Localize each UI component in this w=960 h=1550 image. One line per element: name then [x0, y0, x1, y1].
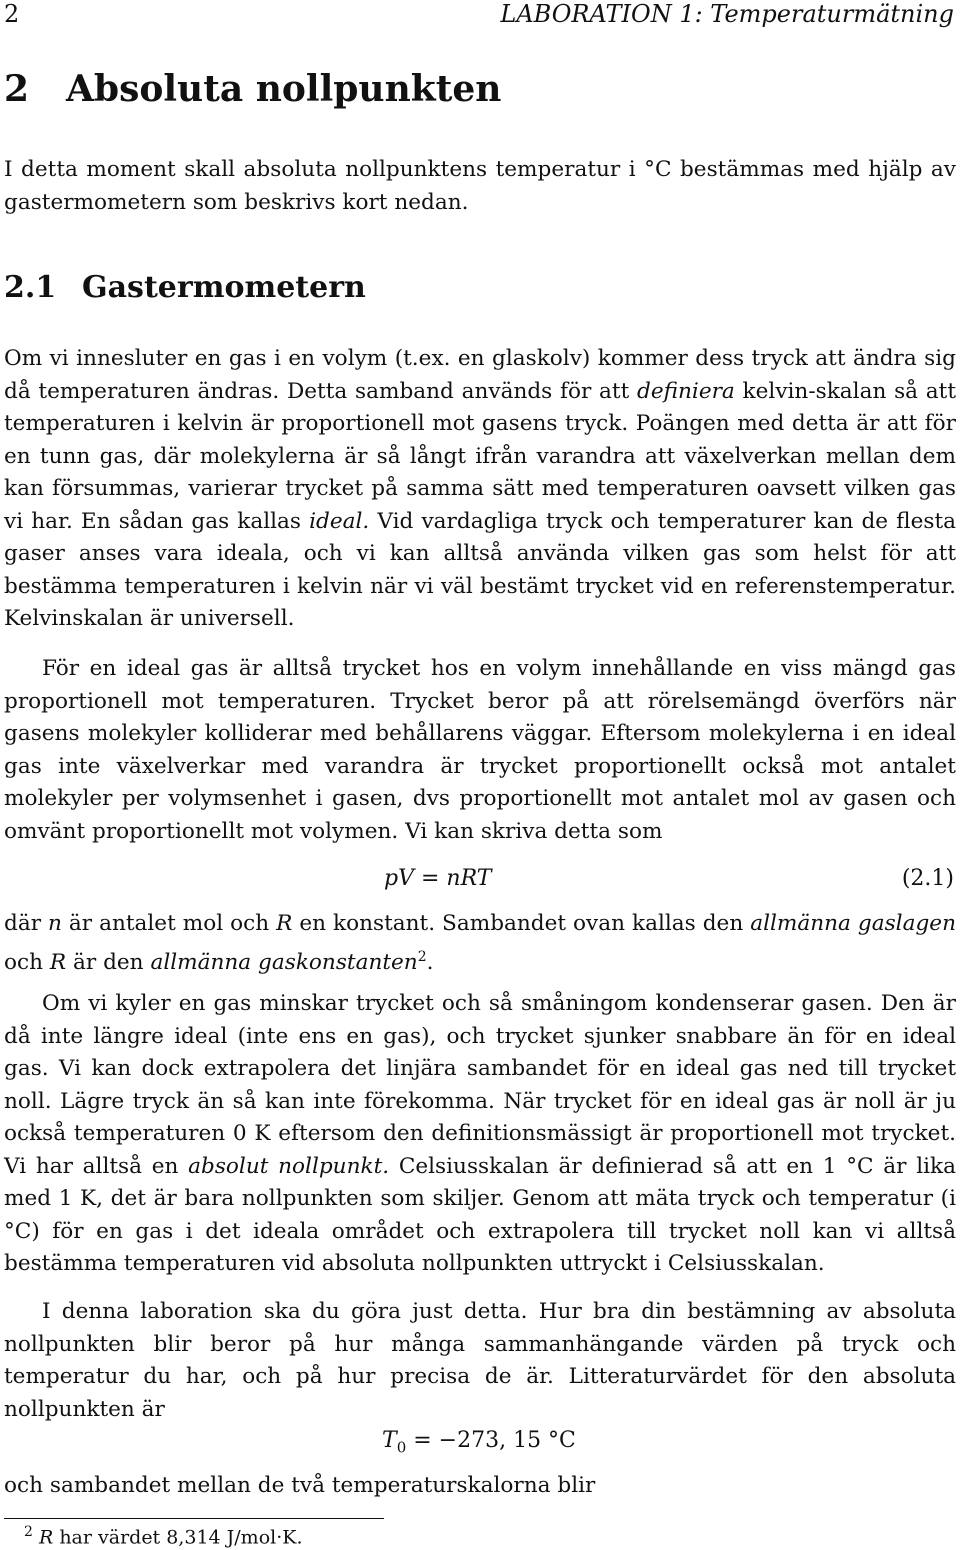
footnote-marker: 2: [417, 948, 427, 965]
emphasis-definiera: definiera: [637, 378, 735, 404]
section-number: 2: [4, 68, 30, 110]
body-paragraph-4: Om vi kyler en gas minskar trycket och så småningom kondenserar gasen. Den är då inte längre ideal (inte ens en gas), och trycket sjunker snabbare än för en ideal gas. Vi kan dock extrapolera det linjära sambandet för en ideal gas ned till trycket noll. Lägre tryck än så kan inte förekomma. När trycket för en ideal gas är noll är ju också temperaturen 0 K eftersom den definitionsmässigt är proportionell mot trycket. Vi har alltså en absolut nollpunkt. Celsiusskalan är definierad så att en 1 °C är lika med 1 K, det är bara nollpunkten som skiljer. Genom att mäta tryck och temperatur (i °C) för en gas i det ideala området och extrapolera till trycket noll kan vi alltså bestämma temperaturen vid absoluta nollpunkten uttryckt i Celsiusskalan.: [4, 991, 957, 1276]
intro-paragraph: I detta moment skall absoluta nollpunktens temperatur i °C bestämmas med hjälp av gastermometern som beskrivs kort nedan.: [4, 157, 956, 215]
equation-number: (2.1): [901, 866, 954, 891]
equation-absolute-zero: $T_0 = -273$, 15 °C: [382, 1428, 576, 1457]
emphasis-gaskonstanten: allmänna gaskonstanten: [150, 949, 418, 975]
running-header: LABORATION 1: Temperaturmätning: [500, 0, 954, 28]
equation-ideal-gas-law: pV = nRT: [384, 866, 492, 891]
footnote-rule: [4, 1518, 384, 1519]
body-paragraph-3: där n är antalet mol och R en konstant. Sambandet ovan kallas den allmänna gaslagen och R är den allmänna gaskonstanten$^2$.: [4, 911, 956, 975]
body-paragraph-5: I denna laboration ska du göra just detta. Hur bra din bestämning av absoluta nollpunkten blir beror på hur många sammanhängande värden på tryck och temperatur du har, och på hur precisa de är. Litteraturvärdet för den absoluta nollpunkten är: [4, 1299, 956, 1422]
section-title: Absoluta nollpunkten: [66, 68, 502, 110]
body-paragraph-1: Om vi innesluter en gas i en volym (t.ex. en glaskolv) kommer dess tryck att ändra sig då temperaturen ändras. Detta samband används för att definiera kelvin-skalan så att temperaturen i kelvin är proportionell mot gasens tryck. Poängen med detta är att för en tunn gas, där molekylerna är så långt ifrån varandra att växelverkan mellan dem kan försummas, varierar trycket på samma sätt med temperaturen oavsett vilken gas vi har. En sådan gas kallas ideal. Vid vardagliga tryck och temperaturer kan de flesta gaser anses vara ideala, och vi kan alltså använda vilken gas som helst för att bestämma temperaturen i kelvin när vi väl bestämt trycket vid en referenstemperatur. Kelvinskalan är universell.: [4, 346, 956, 631]
subsection-number: 2.1: [4, 270, 57, 305]
page-number: 2: [4, 0, 20, 28]
emphasis-allmanna-gaslagen: allmänna gaslagen: [750, 911, 956, 936]
footnote: $^2$ R har värdet 8,314 J/mol·K.: [24, 1524, 303, 1549]
section-heading: [4, 68, 501, 110]
body-paragraph-6: och sambandet mellan de två temperaturskalorna blir: [4, 1473, 596, 1498]
emphasis-absolut-nollpunkt: absolut nollpunkt.: [188, 1153, 390, 1179]
body-paragraph-2: För en ideal gas är alltså trycket hos en volym innehållande en viss mängd gas proportionell mot temperaturen. Trycket beror på att rörelsemängd överförs när gasens molekyler kolliderar med behållarens väggar. Eftersom molekylerna i en ideal gas inte växelverkar med varandra är trycket proportionellt också mot antalet molekyler per volymsenhet i gasen, dvs proportionellt mot antalet mol av gasen och omvänt proportionellt mot volymen. Vi kan skriva detta som: [4, 656, 956, 844]
subsection-heading: [4, 270, 366, 305]
emphasis-ideal: ideal.: [309, 508, 370, 534]
subsection-title: Gastermometern: [82, 270, 366, 305]
